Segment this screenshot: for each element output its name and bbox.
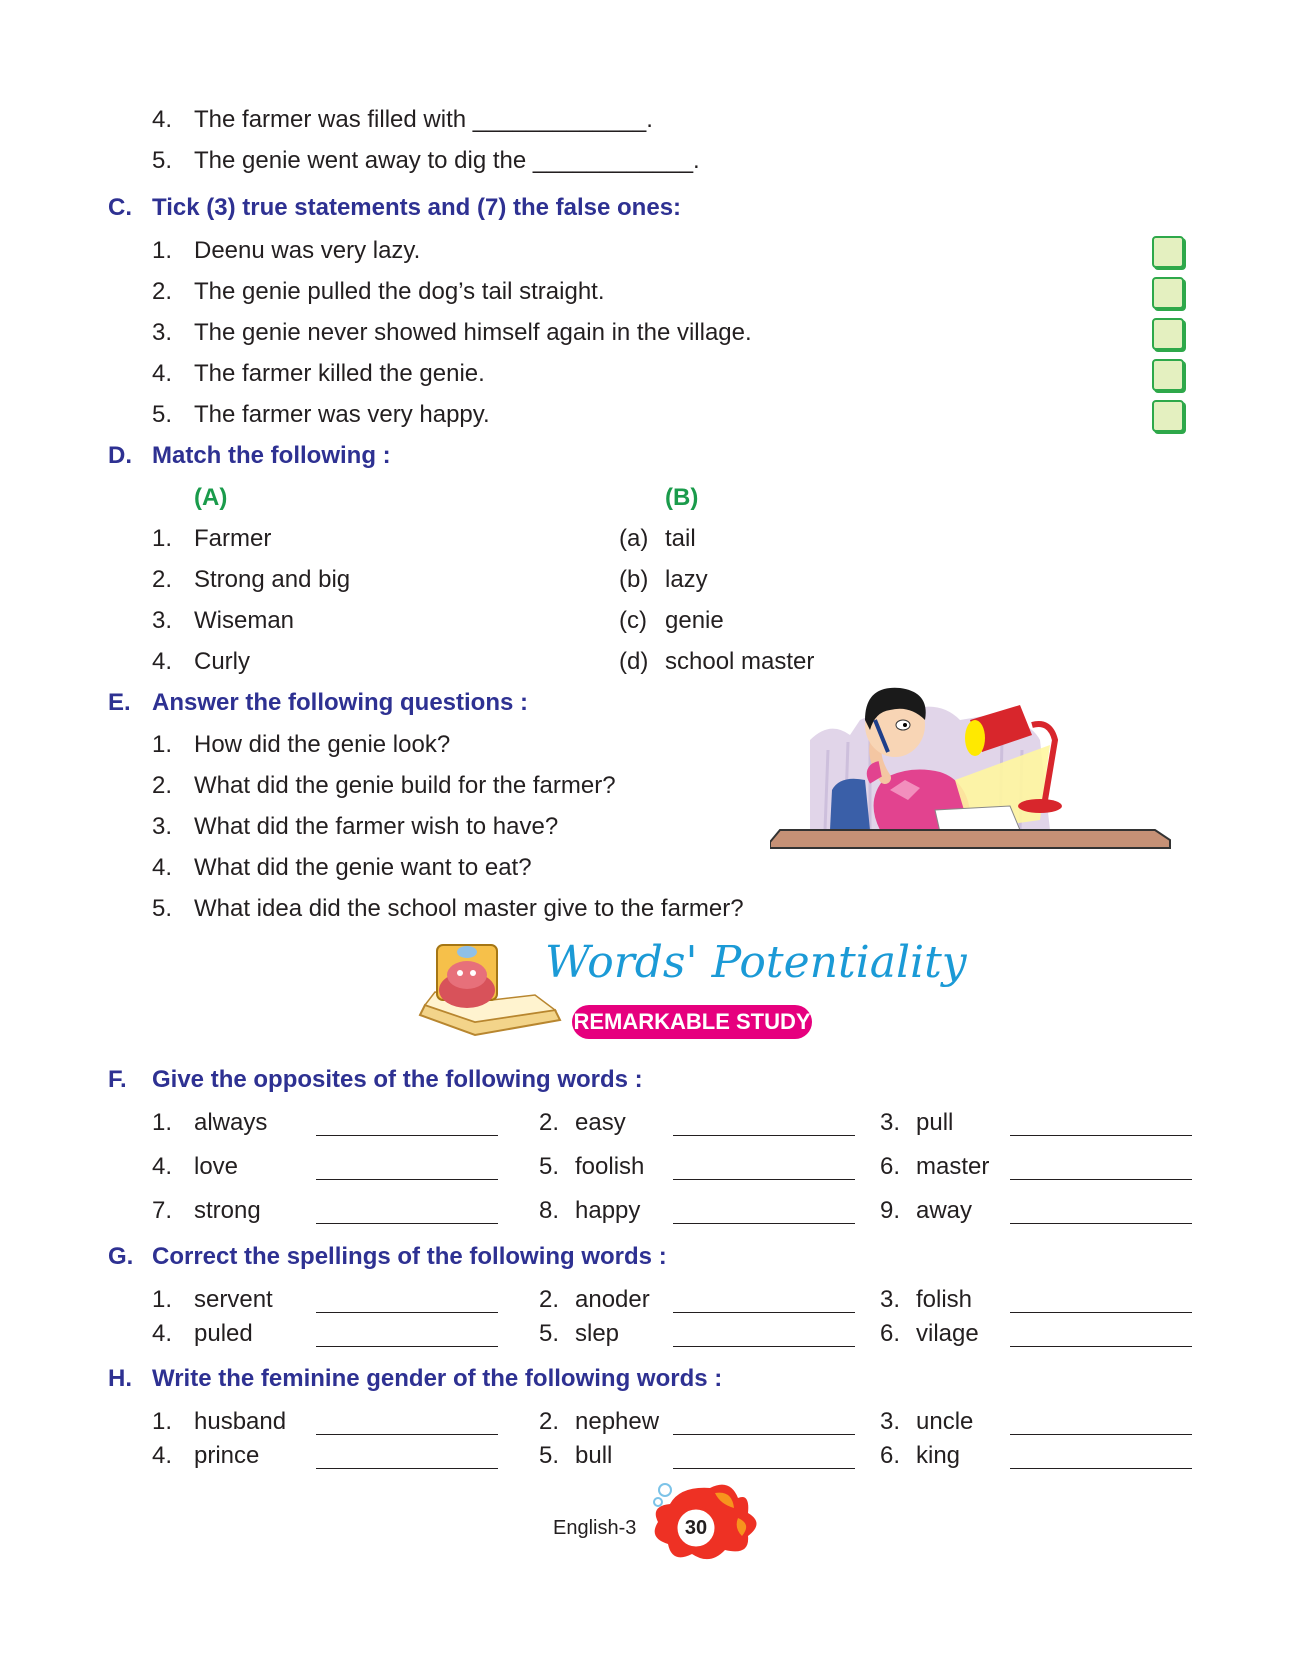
item-text: What did the genie want to eat? xyxy=(194,854,532,881)
item-letter: (d) xyxy=(619,648,649,675)
word: puled xyxy=(194,1320,253,1347)
item-text: What idea did the school master give to the farmer? xyxy=(194,895,744,922)
section-f-letter: F. xyxy=(108,1066,127,1093)
banner-title: Words' Potentiality xyxy=(545,937,967,988)
item-number: 2. xyxy=(539,1408,560,1435)
answer-blank[interactable] xyxy=(1010,1223,1192,1224)
item-number: 5. xyxy=(539,1153,560,1180)
item-number: 5. xyxy=(539,1320,560,1347)
answer-blank[interactable] xyxy=(673,1434,855,1435)
item-number: 1. xyxy=(152,731,173,758)
answer-blank[interactable] xyxy=(673,1312,855,1313)
item-text: The genie pulled the dog’s tail straight. xyxy=(194,278,605,305)
item-number: 5. xyxy=(152,401,173,428)
word: always xyxy=(194,1109,268,1136)
column-a-header: (A) xyxy=(194,484,228,511)
item-number: 6. xyxy=(880,1153,901,1180)
answer-blank[interactable] xyxy=(316,1468,498,1469)
answer-blank[interactable] xyxy=(316,1312,498,1313)
item-number: 9. xyxy=(880,1197,901,1224)
section-c-title: Tick (3) true statements and (7) the false ones: xyxy=(152,194,682,221)
item-number: 4. xyxy=(152,1320,173,1347)
item-number: 4. xyxy=(152,1442,173,1469)
word: nephew xyxy=(575,1408,660,1435)
match-left-item[interactable]: Curly xyxy=(194,648,251,675)
tick-box[interactable] xyxy=(1152,318,1184,350)
item-text[interactable]: The genie went away to dig the ____________. xyxy=(194,147,700,174)
section-d-title: Match the following : xyxy=(152,442,391,469)
match-right-item[interactable]: genie xyxy=(665,607,724,634)
item-number: 4. xyxy=(152,854,173,881)
word: uncle xyxy=(916,1408,974,1435)
tick-box[interactable] xyxy=(1152,277,1184,309)
item-number: 4. xyxy=(152,106,173,133)
word: anoder xyxy=(575,1286,650,1313)
word: husband xyxy=(194,1408,287,1435)
banner-badge: REMARKABLE STUDY xyxy=(572,1005,812,1039)
item-number: 5. xyxy=(152,895,173,922)
item-number: 7. xyxy=(152,1197,173,1224)
section-g-letter: G. xyxy=(108,1243,134,1270)
item-letter: (c) xyxy=(619,607,647,634)
item-text: The farmer was very happy. xyxy=(194,401,490,428)
item-text: How did the genie look? xyxy=(194,731,451,758)
match-right-item[interactable]: lazy xyxy=(665,566,708,593)
answer-blank[interactable] xyxy=(1010,1135,1192,1136)
book-mascot-illustration xyxy=(415,940,565,1040)
word: vilage xyxy=(916,1320,979,1347)
item-text: The farmer killed the genie. xyxy=(194,360,485,387)
item-number: 3. xyxy=(152,319,173,346)
match-left-item[interactable]: Wiseman xyxy=(194,607,295,634)
word: prince xyxy=(194,1442,260,1469)
answer-blank[interactable] xyxy=(1010,1312,1192,1313)
page-number: 30 xyxy=(684,1517,708,1539)
item-number: 2. xyxy=(152,566,173,593)
book-title: English-3 xyxy=(553,1517,637,1539)
word: foolish xyxy=(575,1153,645,1180)
section-f-title: Give the opposites of the following words : xyxy=(152,1066,643,1093)
word: folish xyxy=(916,1286,973,1313)
column-b-header: (B) xyxy=(665,484,699,511)
item-letter: (a) xyxy=(619,525,649,552)
item-text[interactable]: The farmer was filled with _____________. xyxy=(194,106,653,133)
item-number: 3. xyxy=(880,1286,901,1313)
answer-blank[interactable] xyxy=(1010,1346,1192,1347)
item-number: 3. xyxy=(880,1408,901,1435)
item-text: What did the farmer wish to have? xyxy=(194,813,559,840)
item-number: 2. xyxy=(539,1286,560,1313)
match-right-item[interactable]: tail xyxy=(665,525,696,552)
item-number: 5. xyxy=(539,1442,560,1469)
answer-blank[interactable] xyxy=(1010,1179,1192,1180)
answer-blank[interactable] xyxy=(316,1135,498,1136)
answer-blank[interactable] xyxy=(316,1346,498,1347)
item-number: 2. xyxy=(539,1109,560,1136)
item-number: 1. xyxy=(152,1109,173,1136)
item-number: 4. xyxy=(152,1153,173,1180)
answer-blank[interactable] xyxy=(1010,1434,1192,1435)
item-number: 3. xyxy=(152,607,173,634)
item-text: Deenu was very lazy. xyxy=(194,237,421,264)
section-h-title: Write the feminine gender of the following words : xyxy=(152,1365,723,1392)
section-h-letter: H. xyxy=(108,1365,132,1392)
answer-blank[interactable] xyxy=(1010,1468,1192,1469)
word: easy xyxy=(575,1109,626,1136)
section-e-title: Answer the following questions : xyxy=(152,689,529,716)
match-right-item[interactable]: school master xyxy=(665,648,815,675)
item-number: 3. xyxy=(880,1109,901,1136)
answer-blank[interactable] xyxy=(316,1179,498,1180)
item-text: The genie never showed himself again in the village. xyxy=(194,319,752,346)
item-number: 1. xyxy=(152,1286,173,1313)
section-e-letter: E. xyxy=(108,689,131,716)
item-number: 6. xyxy=(880,1320,901,1347)
item-number: 6. xyxy=(880,1442,901,1469)
item-text: What did the genie build for the farmer? xyxy=(194,772,616,799)
match-left-item[interactable]: Strong and big xyxy=(194,566,351,593)
tick-box[interactable] xyxy=(1152,400,1184,432)
answer-blank[interactable] xyxy=(673,1179,855,1180)
answer-blank[interactable] xyxy=(673,1135,855,1136)
item-number: 2. xyxy=(152,772,173,799)
tick-box[interactable] xyxy=(1152,359,1184,391)
word: servent xyxy=(194,1286,273,1313)
item-number: 1. xyxy=(152,525,173,552)
word: slep xyxy=(575,1320,620,1347)
word: love xyxy=(194,1153,239,1180)
section-c-letter: C. xyxy=(108,194,132,221)
word: away xyxy=(916,1197,973,1224)
boy-studying-illustration xyxy=(770,680,1200,895)
item-number: 5. xyxy=(152,147,173,174)
answer-blank[interactable] xyxy=(673,1346,855,1347)
answer-blank[interactable] xyxy=(316,1223,498,1224)
item-number: 4. xyxy=(152,648,173,675)
word: happy xyxy=(575,1197,641,1224)
word: bull xyxy=(575,1442,613,1469)
answer-blank[interactable] xyxy=(673,1223,855,1224)
word: pull xyxy=(916,1109,954,1136)
item-letter: (b) xyxy=(619,566,649,593)
answer-blank[interactable] xyxy=(673,1468,855,1469)
tick-box[interactable] xyxy=(1152,236,1184,268)
item-number: 8. xyxy=(539,1197,560,1224)
item-number: 1. xyxy=(152,1408,173,1435)
item-number: 2. xyxy=(152,278,173,305)
item-number: 3. xyxy=(152,813,173,840)
section-d-letter: D. xyxy=(108,442,132,469)
item-number: 1. xyxy=(152,237,173,264)
item-number: 4. xyxy=(152,360,173,387)
section-g-title: Correct the spellings of the following words : xyxy=(152,1243,667,1270)
word: strong xyxy=(194,1197,261,1224)
match-left-item[interactable]: Farmer xyxy=(194,525,272,552)
answer-blank[interactable] xyxy=(316,1434,498,1435)
word: master xyxy=(916,1153,990,1180)
word: king xyxy=(916,1442,961,1469)
